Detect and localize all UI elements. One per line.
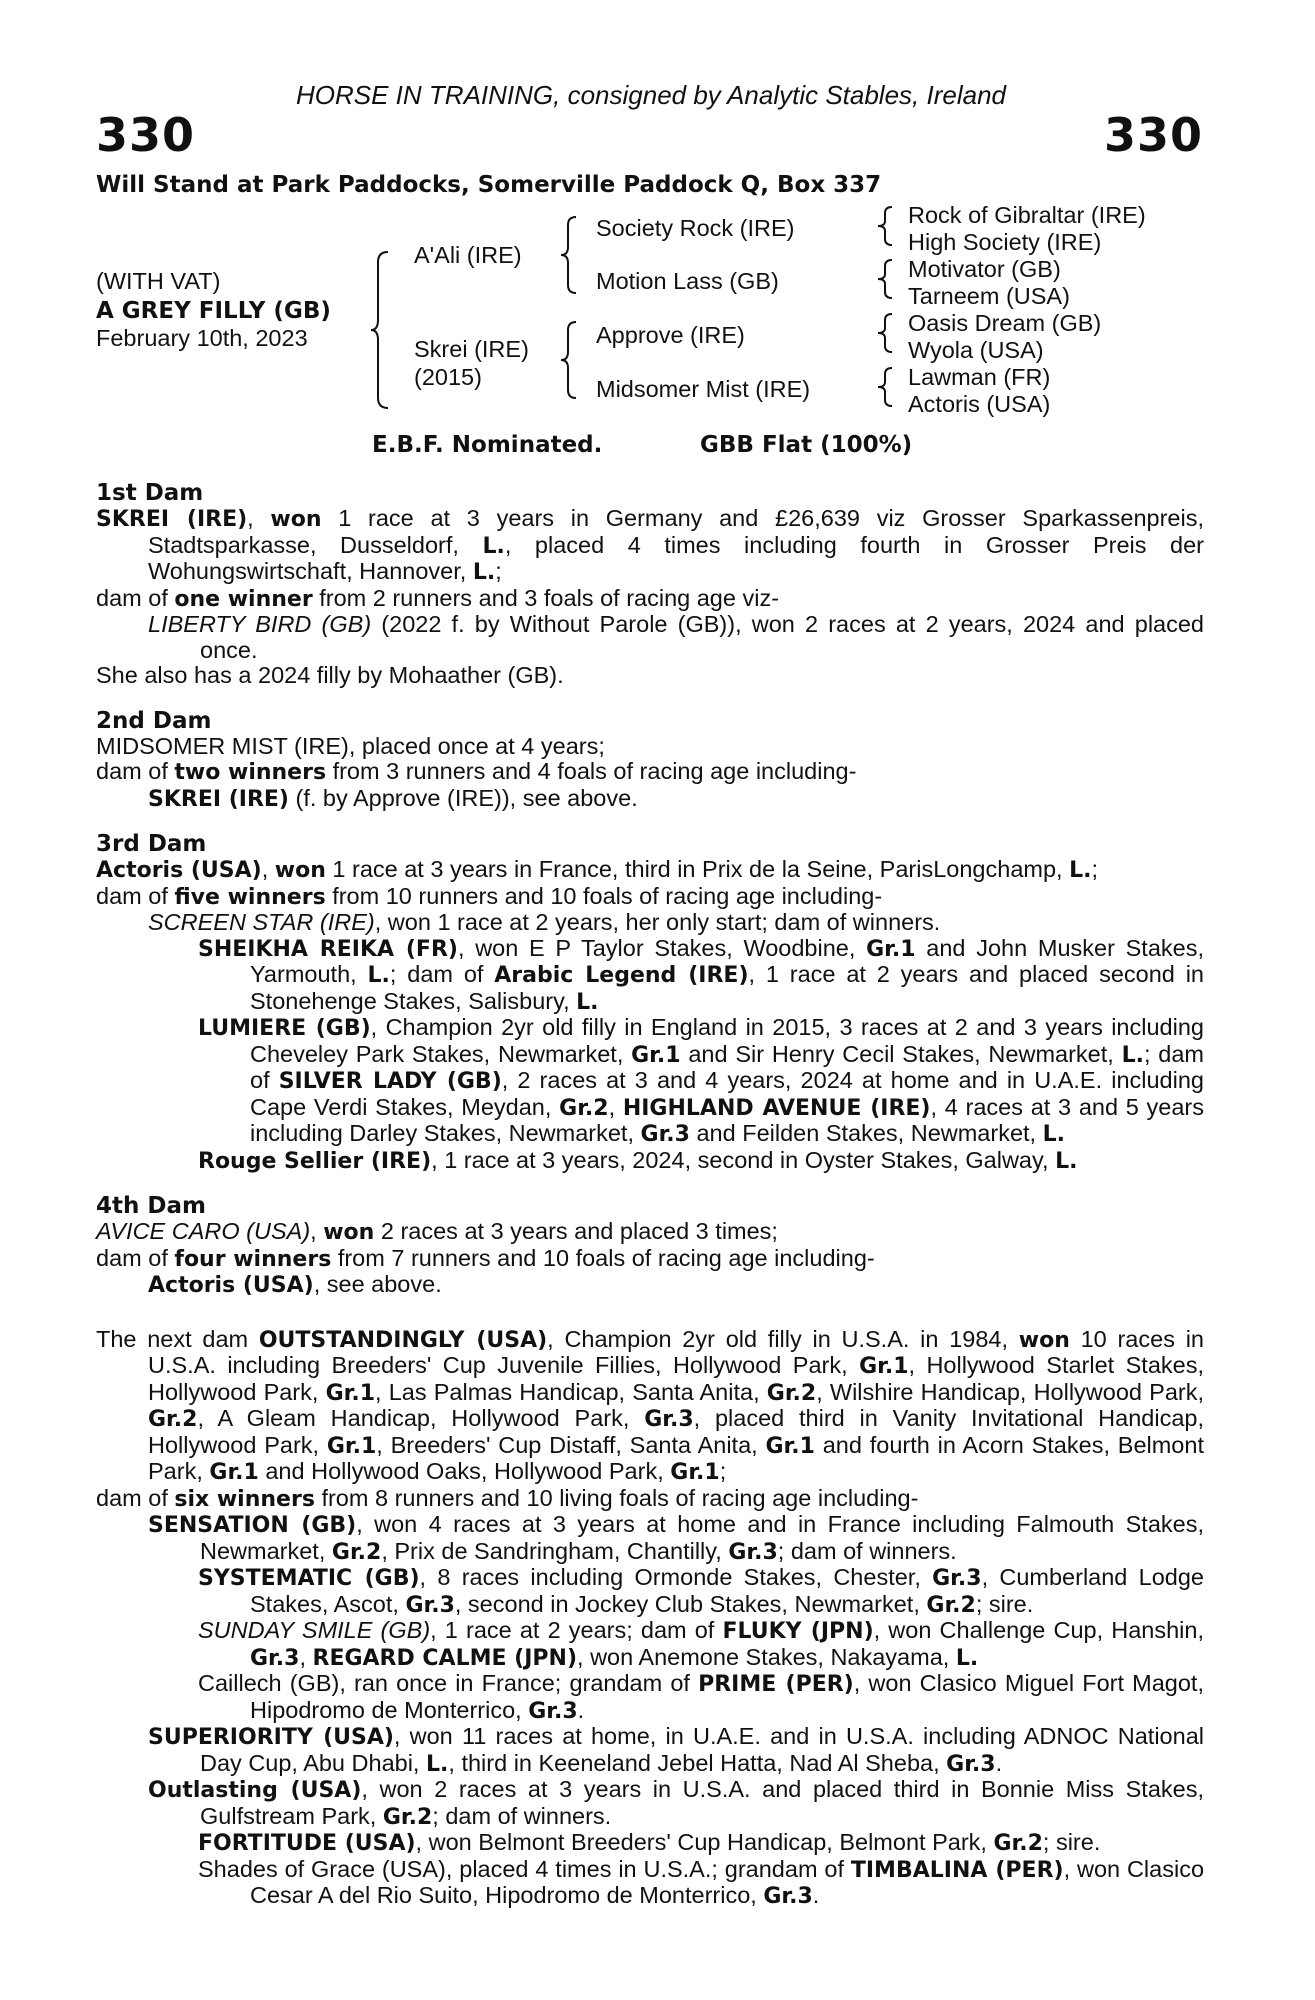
dam-section [96,708,1204,813]
bold-text: PRIME (PER) [698,1672,854,1697]
bold-text: Outlasting (USA) [148,1778,362,1803]
section-heading: 2nd Dam [96,707,212,734]
entry-text: and Feilden Stakes, Newmarket, [689,1120,1043,1146]
entry-text: , Breeders' Cup Distaff, Santa Anita, [376,1431,766,1458]
lot-number-left: 330 [96,108,196,162]
bold-text: REGARD CALME (JPN) [312,1645,578,1671]
entry-text: , [310,1218,324,1244]
entry-text: , Champion 2yr old filly in England in 2015, 3 races at 2 and 3 years including Cheveley Park Stakes, Newmarket, [250,1014,1204,1067]
pedigree-entry [96,1777,1204,1830]
bold-text: SILVER LADY (GB) [278,1069,502,1094]
entry-text: , 1 race at 2 years and placed second in Stonehenge Stakes, Salisbury, [250,961,1204,1014]
consignor-heading: HORSE IN TRAINING, consigned by Analytic Stables, Ireland [296,80,1006,110]
pedigree-entry [96,1671,1204,1724]
pedigree-sire: A'Ali (IRE) [414,242,522,268]
bold-text: Actoris (USA) [96,858,262,883]
pedigree-brace-main [370,250,390,410]
pedigree-dam-dam: Midsomer Mist (IRE) [596,376,811,402]
entry-text: , Cumberland Lodge Stakes, Ascot, [250,1564,1204,1617]
pedigree-entry [96,1486,1204,1513]
bold-text: Gr.3 [405,1592,455,1618]
pedigree-brace-g2 [876,258,894,300]
section-heading: 4th Dam [96,1193,206,1219]
entry-text: Shades of Grace (USA), placed 4 times in U.S.A.; grandam of [198,1855,851,1882]
pedigree-entry [96,1724,1204,1777]
entry-text: , won Clasico Cesar A del Rio Suito, Hipodromo de Monterrico, [250,1855,1205,1908]
entry-text: , 1 race at 2 years; dam of [430,1617,723,1643]
bold-text: Gr.3 [528,1698,578,1724]
bold-text: Actoris (USA) [148,1273,314,1298]
pedigree-brace-dam [560,320,578,400]
bold-text: two winners [174,760,327,785]
entry-text: , second in Jockey Club Stakes, Newmarket, [454,1590,927,1617]
pedigree-entry [96,786,1204,813]
bold-text: L. [1042,1122,1066,1147]
bold-text: won [323,1220,375,1245]
entry-text: , placed 4 times including fourth in Grosser Preis der Wohungswirtschaft, Hannover, [148,531,1204,584]
bold-text: Gr.2 [382,1804,433,1830]
bold-text: won [270,507,322,532]
entry-text: , 1 race at 3 years, 2024, second in Oyster Stakes, Galway, [431,1146,1056,1173]
entry-text: ; sire. [1042,1829,1101,1855]
section-heading: 3rd Dam [96,831,207,857]
bold-text: Gr.3 [932,1566,982,1591]
bold-text: Gr.1 [326,1433,377,1459]
pedigree-g3: Motivator (GB) [908,256,1061,282]
bold-text: L. [1121,1042,1144,1068]
bold-text: Gr.1 [866,936,916,962]
bold-text: Gr.3 [946,1751,996,1777]
pedigree-entry [96,1148,1204,1175]
bold-text: one winner [174,586,313,612]
entry-text: ; dam of winners. [432,1802,612,1829]
vat-note: (WITH VAT) [96,268,221,294]
entry-text: dam of [96,584,175,611]
lot-number-right: 330 [1103,108,1203,162]
section-heading: 1st Dam [96,480,204,506]
bold-text: L. [367,963,390,988]
pedigree-entry [96,1015,1204,1148]
bold-text: TIMBALINA (PER) [850,1857,1064,1883]
bold-text: L. [576,989,599,1015]
bold-text: Rouge Sellier (IRE) [198,1148,432,1174]
entry-text: from 7 runners and 10 foals of racing age including- [331,1244,875,1271]
bold-text: L. [1069,858,1092,883]
entry-text: , won Clasico Miguel Fort Magot, Hipodromo de Monterrico, [250,1670,1204,1723]
bold-text: Gr.1 [765,1433,815,1459]
pedigree-entry [96,936,1204,1016]
pedigree-entry [96,1246,1204,1273]
entry-text: MIDSOMER MIST (IRE), placed once at 4 years; [96,732,605,759]
pedigree-entry [96,1327,1204,1486]
entry-text: , 4 races at 3 and 5 years including Darley Stakes, Newmarket, [250,1093,1204,1146]
pedigree-entry [96,1565,1204,1618]
pedigree-g6: Wyola (USA) [908,337,1044,363]
pedigree-dam-year: (2015) [414,364,482,390]
pedigree-sire-sire: Society Rock (IRE) [596,215,795,241]
entry-text: , third in Keeneland Jebel Hatta, Nad Al Sheba, [448,1749,947,1776]
bold-text: Gr.2 [331,1539,382,1565]
italic-text: SUNDAY SMILE (GB) [198,1617,431,1643]
entry-text: , [247,505,271,531]
pedigree-dam-sire: Approve (IRE) [596,322,745,348]
pedigree-entry [96,759,1204,786]
entry-text: , [608,1093,623,1120]
bold-text: HIGHLAND AVENUE (IRE) [622,1095,931,1121]
italic-text: SCREEN STAR (IRE) [148,909,375,935]
pedigree-entry [96,612,1204,663]
bold-text: L. [1055,1148,1078,1174]
entry-text: 1 race at 3 years in Germany and £26,639 viz Grosser Sparkassenpreis, Stadtsparkasse, Dusseldorf, [148,505,1204,558]
bold-text: Arabic Legend (IRE) [494,963,749,988]
bold-text: SENSATION (GB) [148,1513,357,1538]
entry-text: ; sire. [975,1590,1034,1617]
italic-text: AVICE CARO (USA) [96,1218,311,1244]
bold-text: Gr.2 [559,1095,609,1121]
entry-text: and Sir Henry Cecil Stakes, Newmarket, [680,1040,1122,1067]
pedigree-dam: Skrei (IRE) [414,336,529,362]
bold-text: Gr.1 [859,1354,909,1379]
italic-text: LIBERTY BIRD (GB) [148,611,372,637]
bold-text: SYSTEMATIC (GB) [198,1566,420,1591]
entry-text: , [299,1643,313,1670]
entry-text: , won Belmont Breeders' Cup Handicap, Belmont Park, [415,1829,994,1855]
bold-text: OUTSTANDINGLY (USA) [258,1327,548,1353]
pedigree-entry [96,1830,1204,1857]
pedigree-entry [96,734,1204,760]
bold-text: won [1018,1327,1070,1353]
pedigree-entry [96,1272,1204,1299]
entry-text: , placed third in Vanity Invitational Handicap, Hollywood Park, [148,1405,1204,1458]
entry-text: and John Musker Stakes, Yarmouth, [250,934,1204,987]
dam-section [96,831,1204,1174]
entry-text: , Wilshire Handicap, Hollywood Park, [816,1378,1204,1405]
entry-text: The next dam [96,1325,259,1352]
pedigree-sire-dam: Motion Lass (GB) [596,268,779,294]
entry-text: , [261,856,275,882]
dam-section [96,1327,1204,1910]
entry-text: , won 2 races at 3 years in U.S.A. and placed third in Bonnie Miss Stakes, Gulfstream Park, [200,1776,1204,1829]
bold-text: Gr.3 [644,1407,694,1432]
bold-text: six winners [174,1486,315,1512]
pedigree-g5: Oasis Dream (GB) [908,310,1102,336]
entry-text: ; [1091,856,1099,882]
pedigree-entry [96,586,1204,613]
bold-text: four winners [174,1246,332,1272]
entry-text: and fourth in Acorn Stakes, Belmont Park, [148,1431,1204,1484]
bold-text: SKREI (IRE) [96,507,248,532]
pedigree-entry [96,857,1204,884]
pedigree-g1: Rock of Gibraltar (IRE) [908,202,1146,228]
gbb-flat: GBB Flat (100%) [700,432,913,458]
bold-text: Gr.1 [631,1042,681,1068]
entry-text: , Las Palmas Handicap, Santa Anita, [375,1378,767,1405]
bold-text: SUPERIORITY (USA) [148,1725,394,1750]
entry-text: , won Challenge Cup, Hanshin, [873,1617,1204,1643]
entry-text: dam of [96,1484,175,1511]
entry-text: from 10 runners and 10 foals of racing age including- [325,882,883,909]
entry-text: She also has a 2024 filly by Mohaather (GB). [96,662,564,688]
bold-text: FLUKY (JPN) [722,1619,874,1644]
horse-dob: February 10th, 2023 [96,325,308,351]
entry-text: , Hollywood Starlet Stakes, Hollywood Park, [148,1352,1204,1405]
bold-text: Gr.2 [993,1831,1043,1856]
bold-text: L. [955,1645,979,1671]
horse-name: A GREY FILLY (GB) [96,298,331,324]
bold-text: Gr.2 [766,1380,817,1406]
pedigree-entry [96,1857,1204,1910]
pedigree-g7: Lawman (FR) [908,364,1051,390]
bold-text: LUMIERE (GB) [198,1016,371,1041]
entry-text: . [812,1882,820,1908]
bold-text: FORTITUDE (USA) [198,1831,416,1856]
entry-text: from 2 runners and 3 foals of racing age viz- [312,584,780,611]
bold-text: won [274,858,326,883]
entry-text: 1 race at 3 years in France, third in Prix de la Seine, ParisLongchamp, [325,856,1070,882]
entry-text: from 3 runners and 4 foals of racing age including- [326,758,857,784]
entry-text: . [577,1696,585,1723]
pedigree-entry [96,1512,1204,1565]
bold-text: Gr.2 [148,1407,198,1432]
bold-text: L. [482,533,505,559]
entry-text: , 2 races at 3 and 4 years, 2024 at home and in U.A.E. including Cape Verdi Stakes, Meydan, [250,1067,1204,1120]
entry-text: ; [495,558,502,584]
pedigree-entry [96,1618,1204,1671]
bold-text: L. [426,1751,449,1777]
entry-text: dam of [96,882,175,909]
entry-text: , see above. [313,1271,442,1297]
bold-text: Gr.1 [209,1460,259,1485]
entry-text: , won E P Taylor Stakes, Woodbine, [457,934,867,961]
entry-text: ; [719,1458,727,1484]
entry-text: ; dam of winners. [777,1537,957,1564]
pedigree-entry [96,506,1204,586]
bold-text: Gr.3 [763,1884,813,1909]
entry-text: , won 1 race at 2 years, her only start; dam of winners. [374,909,941,935]
pedigree-g8: Actoris (USA) [908,391,1051,417]
entry-text: (2022 f. by Without Parole (GB)), won 2 races at 2 years, 2024 and placed once. [200,611,1204,663]
entry-text: (f. by Approve (IRE)), see above. [288,784,638,811]
bold-text: SKREI (IRE) [148,786,289,812]
pedigree-brace-sire [560,215,578,295]
bold-text: SHEIKHA REIKA (FR) [198,936,458,962]
entry-text: , Champion 2yr old filly in U.S.A. in 1984, [547,1325,1019,1352]
pedigree-brace-g3 [876,312,894,354]
stand-location: Will Stand at Park Paddocks, Somerville Paddock Q, Box 337 [96,172,882,198]
entry-text: , Prix de Sandringham, Chantilly, [381,1537,729,1564]
entry-text: dam of [96,1244,175,1271]
entry-text: dam of [96,758,175,784]
family-notes [96,480,1204,1910]
bold-text: Gr.3 [640,1122,690,1147]
pedigree-g2: High Society (IRE) [908,229,1102,255]
dam-section [96,480,1204,689]
pedigree-entry [96,663,1204,689]
pedigree-brace-g4 [876,366,894,408]
bold-text: Gr.3 [728,1539,778,1565]
bold-text: Gr.3 [250,1645,300,1671]
entry-text: Caillech (GB), ran once in France; grandam of [198,1670,699,1696]
bold-text: Gr.1 [325,1380,376,1406]
bold-text: Gr.1 [670,1460,720,1485]
entry-text: , A Gleam Handicap, Hollywood Park, [197,1405,645,1431]
entry-text: ; dam of [250,1040,1204,1093]
entry-text: ; dam of [389,961,495,987]
pedigree-entry [96,1219,1204,1246]
entry-text: . [995,1749,1003,1776]
entry-text: from 8 runners and 10 living foals of racing age including- [314,1484,919,1511]
bold-text: L. [472,560,496,585]
entry-text: , won Anemone Stakes, Nakayama, [577,1643,956,1670]
pedigree-entry [96,910,1204,936]
dam-section [96,1193,1204,1299]
entry-text: 10 races in U.S.A. including Breeders' Cup Juvenile Fillies, Hollywood Park, [148,1325,1204,1378]
entry-text: , won 11 races at home, in U.A.E. and in U.S.A. including ADNOC National Day Cup, Abu Dhabi, [200,1723,1204,1776]
entry-text: and Hollywood Oaks, Hollywood Park, [258,1458,671,1484]
entry-text: , won 4 races at 3 years at home and in France including Falmouth Stakes, Newmarket, [200,1511,1205,1564]
pedigree-brace-g1 [876,205,894,247]
pedigree-entry [96,884,1204,911]
bold-text: Gr.2 [926,1592,976,1618]
bold-text: five winners [174,884,326,910]
ebf-nominated: E.B.F. Nominated. [372,432,603,458]
entry-text: 2 races at 3 years and placed 3 times; [374,1218,778,1244]
entry-text: , 8 races including Ormonde Stakes, Chester, [419,1564,933,1590]
pedigree-g4: Tarneem (USA) [908,283,1070,309]
